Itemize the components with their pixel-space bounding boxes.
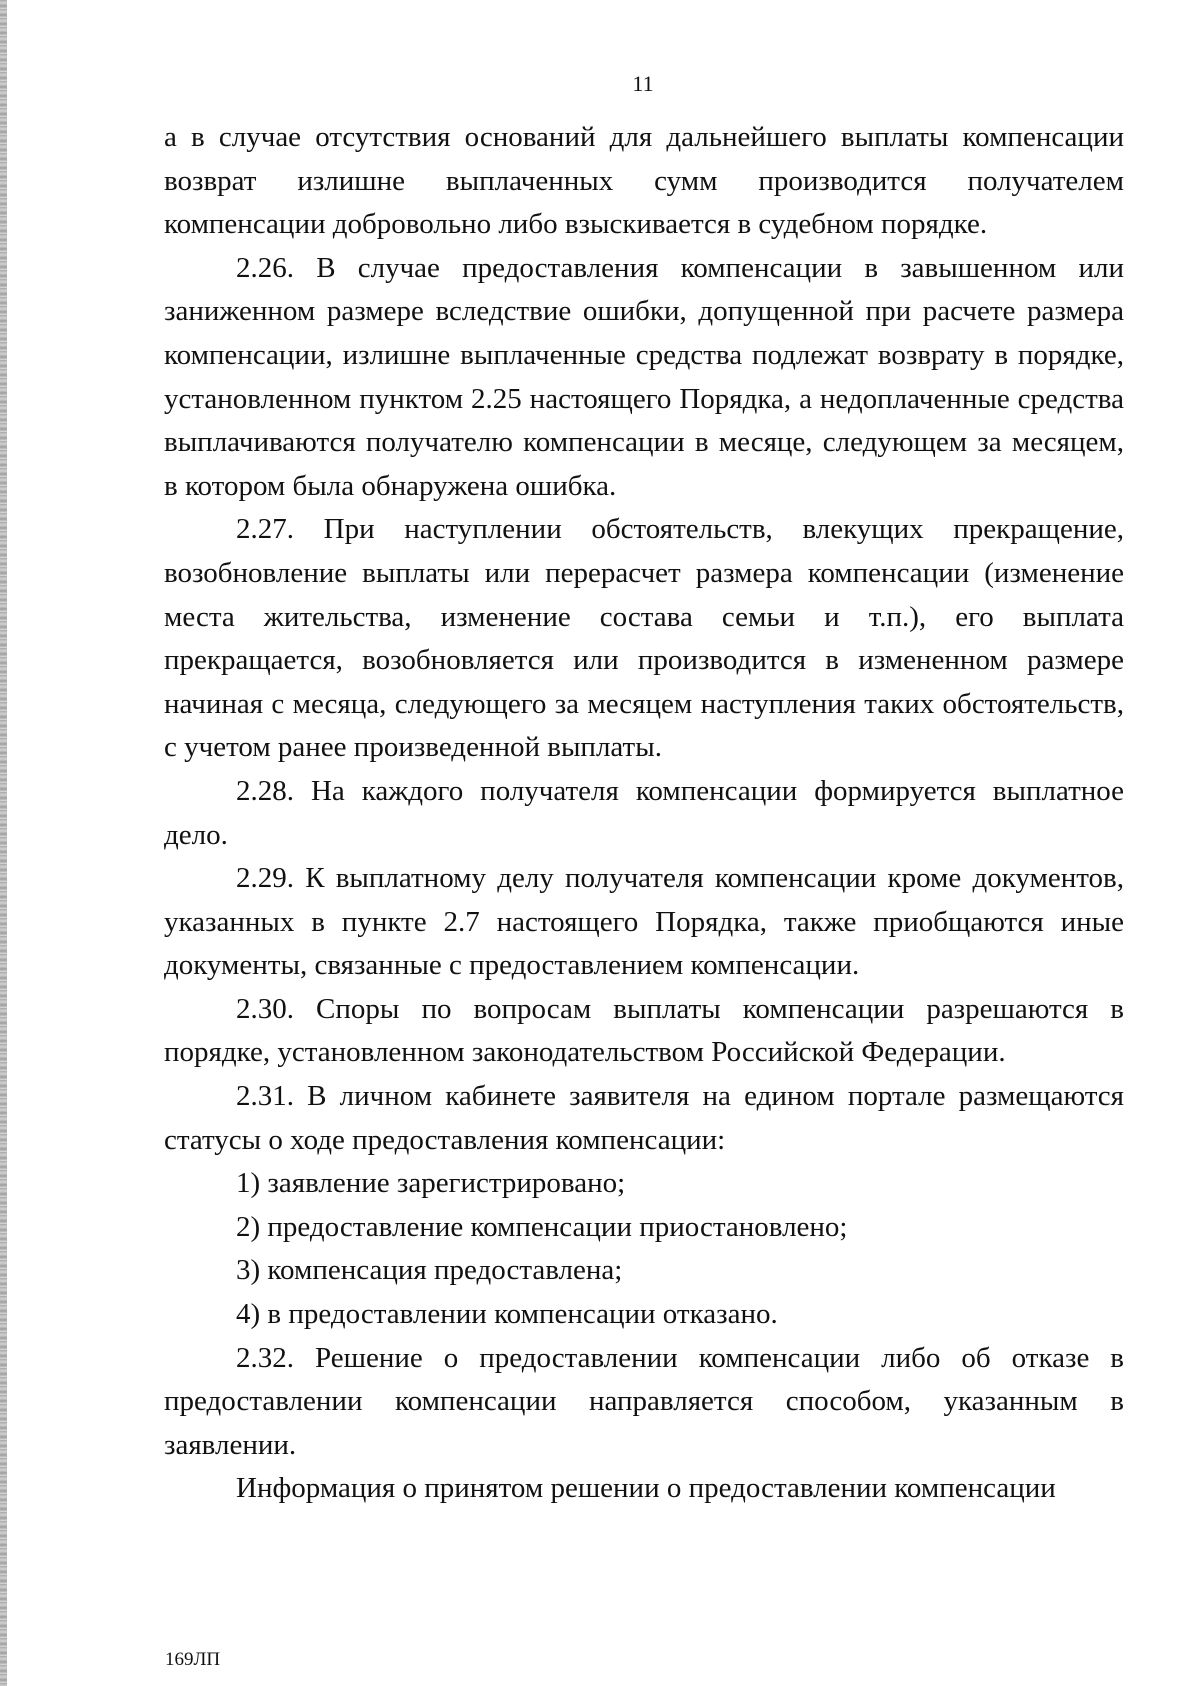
page-number: 11 — [632, 71, 654, 96]
paragraph-2-26: 2.26. В случае предоставления компенсации в завышенном или заниженном размере вследствие ошибки, допущенной при расчете размера компенсации, излишне выплаченные средства подлежат возврату в порядке, установленном пунктом 2.25 настоящего Порядка, а недоплаченные средства выплачиваются получателю компенсации в месяце, следующем за месяцем, в котором была обнаружена ошибка. — [164, 251, 1124, 502]
paragraph-continuation: а в случае отсутствия оснований для дальнейшего выплаты компенсации возврат излишне выплаченных сумм производится получателем компенсации добровольно либо взыскивается в судебном порядке. — [164, 121, 1124, 241]
status-list-item: 4) в предоставлении компенсации отказано. — [236, 1298, 778, 1331]
paragraph-2-30: 2.30. Споры по вопросам выплаты компенсации разрешаются в порядке, установленном законодательством Российской Федерации. — [164, 992, 1124, 1069]
status-list-item: 2) предоставление компенсации приостановлено; — [236, 1210, 848, 1243]
paragraph-2-28: 2.28. На каждого получателя компенсации формируется выплатное дело. — [164, 774, 1124, 851]
status-list-item: 1) заявление зарегистрировано; — [236, 1167, 626, 1200]
document-body — [164, 116, 1124, 1511]
paragraph-2-31: 2.31. В личном кабинете заявителя на едином портале размещаются статусы о ходе предоставления компенсации: — [164, 1080, 1124, 1156]
status-list-item: 3) компенсация предоставлена; — [236, 1254, 623, 1287]
footer-document-code: 169ЛП — [165, 1649, 221, 1670]
paragraph-2-27: 2.27. При наступлении обстоятельств, влекущих прекращение, возобновление выплаты или перерасчет размера компенсации (изменение места жительства, изменение состава семьи и т.п.), его выплата прекращается, возобновляется или производится в измененном размере начиная с месяца, следующего за месяцем наступления таких обстоятельств, с учетом ранее произведенной выплаты. — [164, 513, 1124, 764]
scan-edge — [0, 0, 7, 1686]
paragraph-2-32: 2.32. Решение о предоставлении компенсации либо об отказе в предоставлении компенсации направляется способом, указанным в заявлении. — [164, 1341, 1124, 1461]
paragraph-2-29: 2.29. К выплатному делу получателя компенсации кроме документов, указанных в пункте 2.7 настоящего Порядка, также приобщаются иные документы, связанные с предоставлением компенсации. — [164, 862, 1124, 982]
paragraph-decision-info: Информация о принятом решении о предоставлении компенсации — [236, 1472, 1056, 1505]
